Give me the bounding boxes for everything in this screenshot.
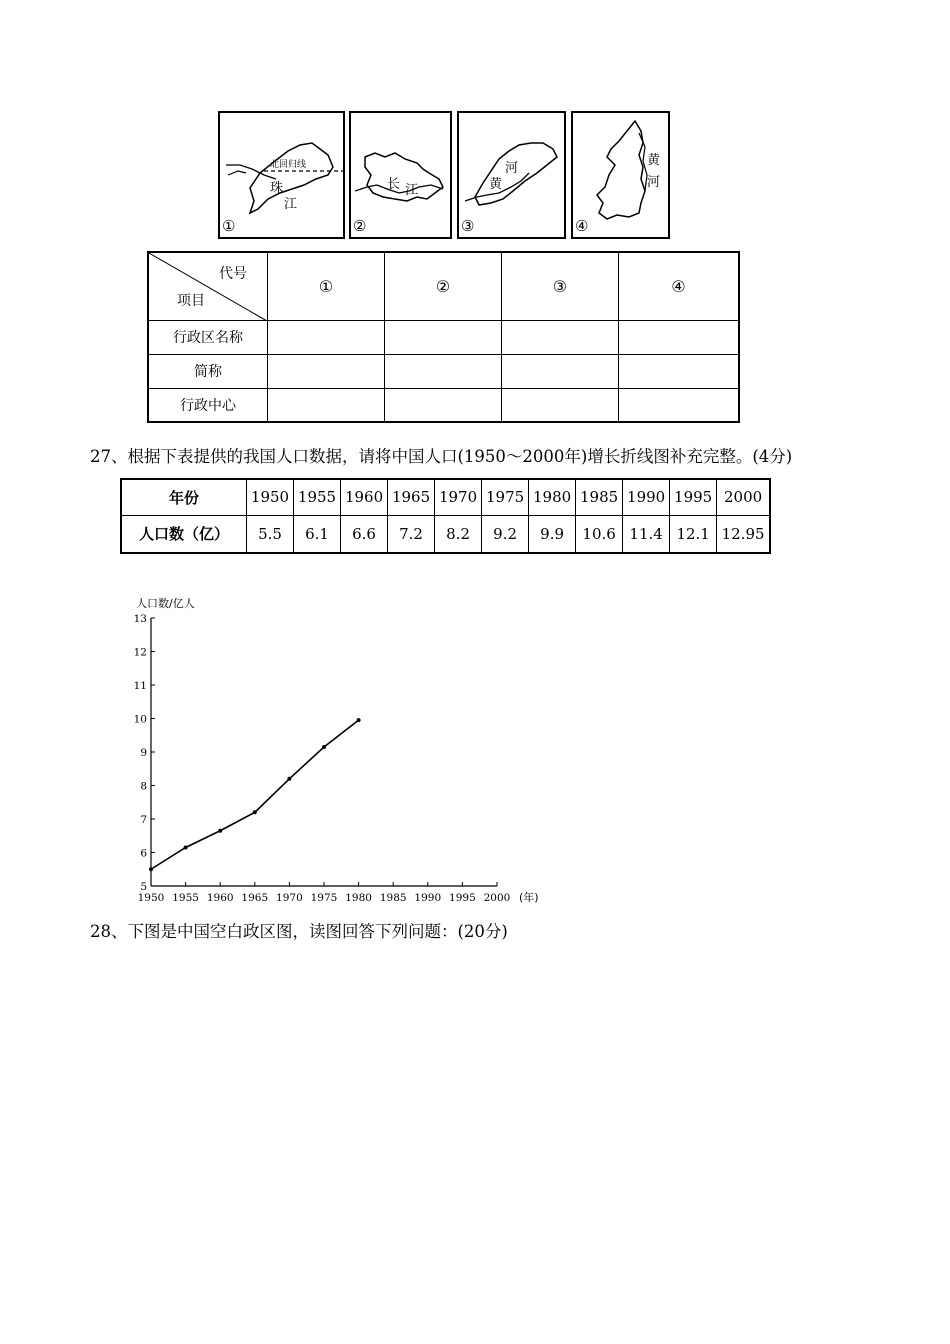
answer-cell[interactable] [618, 354, 739, 388]
year-cell: 2000 [717, 479, 770, 515]
map4-label-he: 河 [647, 175, 661, 190]
row-label-abbr: 简称 [148, 354, 268, 388]
province-table [147, 251, 740, 423]
answer-cell[interactable] [268, 320, 385, 354]
year-cell: 1995 [670, 479, 717, 515]
year-cell: 1965 [388, 479, 435, 515]
value-cell: 9.2 [482, 515, 529, 553]
y-axis-label: 人口数/亿人 [136, 597, 195, 610]
map2-number: ② [353, 217, 367, 235]
year-cell: 1985 [576, 479, 623, 515]
map-hubei [349, 111, 452, 239]
x-tick-label: 2000 [483, 892, 511, 904]
year-cell: 1990 [623, 479, 670, 515]
population-table [120, 478, 771, 554]
x-tick-label: 1970 [276, 892, 303, 904]
map1-label-zhu: 珠 [270, 181, 284, 196]
answer-cell[interactable] [618, 320, 739, 354]
x-axis-label: (年) [519, 891, 539, 904]
col-header-3: ③ [501, 252, 618, 320]
answer-cell[interactable] [384, 320, 501, 354]
x-tick-label: 1985 [379, 892, 407, 904]
y-tick-label: 6 [140, 847, 147, 860]
map2-label-jiang: 江 [405, 183, 419, 198]
value-cell: 12.95 [717, 515, 770, 553]
guangdong-outline [220, 113, 343, 237]
map4-number: ④ [575, 217, 589, 235]
y-tick-label: 9 [140, 747, 147, 759]
answer-cell[interactable] [618, 388, 739, 422]
map3-label-he: 河 [505, 161, 519, 176]
population-row [121, 515, 770, 553]
map-guangdong [218, 111, 345, 239]
value-cell: 6.1 [294, 515, 341, 553]
map4-label-huang: 黄 [647, 153, 661, 168]
population-header: 人口数（亿） [121, 515, 247, 553]
col-header-1: ① [268, 252, 385, 320]
answer-cell[interactable] [384, 354, 501, 388]
corner-diagonal [149, 253, 267, 321]
x-tick-label: 1955 [172, 892, 199, 904]
y-tick-label: 13 [133, 613, 147, 625]
value-cell: 6.6 [341, 515, 388, 553]
year-header: 年份 [121, 479, 247, 515]
year-cell: 1975 [482, 479, 529, 515]
data-point [184, 845, 188, 849]
years-row [121, 479, 770, 515]
map1-number: ① [222, 217, 236, 235]
corner-cell [148, 252, 268, 320]
col-header-2: ② [384, 252, 501, 320]
x-tick-label: 1960 [206, 892, 234, 904]
year-cell: 1970 [435, 479, 482, 515]
data-point [218, 829, 222, 833]
answer-cell[interactable] [501, 388, 618, 422]
y-tick-label: 11 [133, 680, 147, 692]
value-cell: 8.2 [435, 515, 482, 553]
data-point [322, 745, 326, 749]
map2-label-chang: 长 [387, 177, 401, 192]
map3-label-huang: 黄 [489, 177, 503, 192]
answer-cell[interactable] [501, 320, 618, 354]
question-27: 27、根据下表提供的我国人口数据，请将中国人口(1950～2000年)增长折线图补充完整。(4分) [90, 447, 793, 466]
row-label-name: 行政区名称 [148, 320, 268, 354]
question-28: 28、下图是中国空白政区图，读图回答下列问题：(20分) [90, 922, 508, 941]
y-tick-label: 5 [140, 881, 147, 893]
value-cell: 7.2 [388, 515, 435, 553]
corner-top-label: 代号 [219, 266, 247, 282]
data-point [287, 777, 291, 781]
value-cell: 10.6 [576, 515, 623, 553]
value-cell: 5.5 [247, 515, 294, 553]
population-line-chart [120, 588, 550, 908]
y-tick-label: 12 [133, 646, 147, 659]
year-cell: 1955 [294, 479, 341, 515]
answer-cell[interactable] [384, 388, 501, 422]
x-tick-label: 1965 [241, 892, 269, 904]
row-label-capital: 行政中心 [148, 388, 268, 422]
map3-number: ③ [461, 217, 475, 235]
data-point [149, 867, 153, 871]
value-cell: 12.1 [670, 515, 717, 553]
map-shandong [457, 111, 566, 239]
map-shanxi [571, 111, 670, 239]
x-tick-label: 1995 [449, 892, 476, 904]
population-series-line [151, 720, 359, 869]
y-tick-label: 7 [140, 814, 147, 826]
x-tick-label: 1980 [345, 892, 372, 904]
x-tick-label: 1975 [310, 892, 338, 904]
y-tick-label: 8 [140, 780, 147, 793]
answer-cell[interactable] [268, 388, 385, 422]
tropic-label: 北回归线 [270, 160, 307, 170]
data-point [357, 718, 361, 722]
answer-cell[interactable] [501, 354, 618, 388]
corner-bottom-label: 项目 [177, 292, 205, 309]
answer-cell[interactable] [268, 354, 385, 388]
y-tick-label: 10 [133, 713, 147, 726]
value-cell: 11.4 [623, 515, 670, 553]
data-point [253, 810, 257, 814]
map1-label-jiang: 江 [284, 197, 298, 212]
year-cell: 1960 [341, 479, 388, 515]
x-tick-label: 1950 [137, 892, 165, 904]
value-cell: 9.9 [529, 515, 576, 553]
x-tick-label: 1990 [414, 892, 442, 904]
year-cell: 1980 [529, 479, 576, 515]
col-header-4: ④ [618, 252, 739, 320]
year-cell: 1950 [247, 479, 294, 515]
